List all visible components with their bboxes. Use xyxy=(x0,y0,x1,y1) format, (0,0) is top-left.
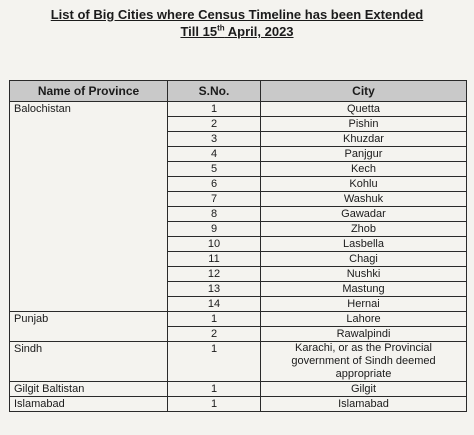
sno-cell: 1 xyxy=(168,102,261,117)
city-cell: Hernai xyxy=(261,297,467,312)
sno-cell: 8 xyxy=(168,207,261,222)
table-row xyxy=(10,342,467,382)
sno-cell: 2 xyxy=(168,117,261,132)
city-cell: Kech xyxy=(261,162,467,177)
table-body xyxy=(10,102,467,412)
city-cell: Panjgur xyxy=(261,147,467,162)
city-cell: Chagi xyxy=(261,252,467,267)
city-cell: Washuk xyxy=(261,192,467,207)
document-title-line-1: List of Big Cities where Census Timeline has been Extended xyxy=(50,7,424,22)
city-cell: Quetta xyxy=(261,102,467,117)
city-cell: Islamabad xyxy=(261,397,467,412)
sno-cell: 4 xyxy=(168,147,261,162)
sno-cell: 1 xyxy=(168,382,261,397)
title-date-prefix: Till 15 xyxy=(180,24,218,39)
sno-cell: 13 xyxy=(168,282,261,297)
sno-cell: 9 xyxy=(168,222,261,237)
table-row xyxy=(10,102,467,117)
province-cell: Islamabad xyxy=(10,397,168,412)
province-cell: Gilgit Baltistan xyxy=(10,382,168,397)
province-cell: Sindh xyxy=(10,342,168,382)
sno-cell: 5 xyxy=(168,162,261,177)
table-row xyxy=(10,397,467,412)
city-cell: Nushki xyxy=(261,267,467,282)
title-date-superscript: th xyxy=(217,23,225,33)
cities-table xyxy=(9,80,467,412)
sno-cell: 3 xyxy=(168,132,261,147)
table-row xyxy=(10,312,467,327)
city-cell: Kohlu xyxy=(261,177,467,192)
sno-cell: 2 xyxy=(168,327,261,342)
sno-cell: 14 xyxy=(168,297,261,312)
sno-cell: 1 xyxy=(168,397,261,412)
sno-cell: 10 xyxy=(168,237,261,252)
city-cell: Mastung xyxy=(261,282,467,297)
sno-cell: 11 xyxy=(168,252,261,267)
table-row xyxy=(10,382,467,397)
title-date-suffix: April, 2023 xyxy=(224,24,294,39)
sno-cell: 1 xyxy=(168,342,261,382)
city-cell: Khuzdar xyxy=(261,132,467,147)
city-cell: Gilgit xyxy=(261,382,467,397)
city-cell: Lasbella xyxy=(261,237,467,252)
header-province: Name of Province xyxy=(10,81,168,102)
sno-cell: 7 xyxy=(168,192,261,207)
header-sno: S.No. xyxy=(168,81,261,102)
city-cell: Rawalpindi xyxy=(261,327,467,342)
province-cell: Punjab xyxy=(10,312,168,342)
sno-cell: 12 xyxy=(168,267,261,282)
city-cell: Pishin xyxy=(261,117,467,132)
header-city: City xyxy=(261,81,467,102)
city-cell: Karachi, or as the Provincial government of Sindh deemed appropriate xyxy=(261,342,467,382)
city-cell: Lahore xyxy=(261,312,467,327)
city-cell: Zhob xyxy=(261,222,467,237)
city-cell: Gawadar xyxy=(261,207,467,222)
province-cell: Balochistan xyxy=(10,102,168,312)
sno-cell: 6 xyxy=(168,177,261,192)
table-header-row xyxy=(10,81,467,102)
document-title-line-2 xyxy=(0,24,474,39)
sno-cell: 1 xyxy=(168,312,261,327)
